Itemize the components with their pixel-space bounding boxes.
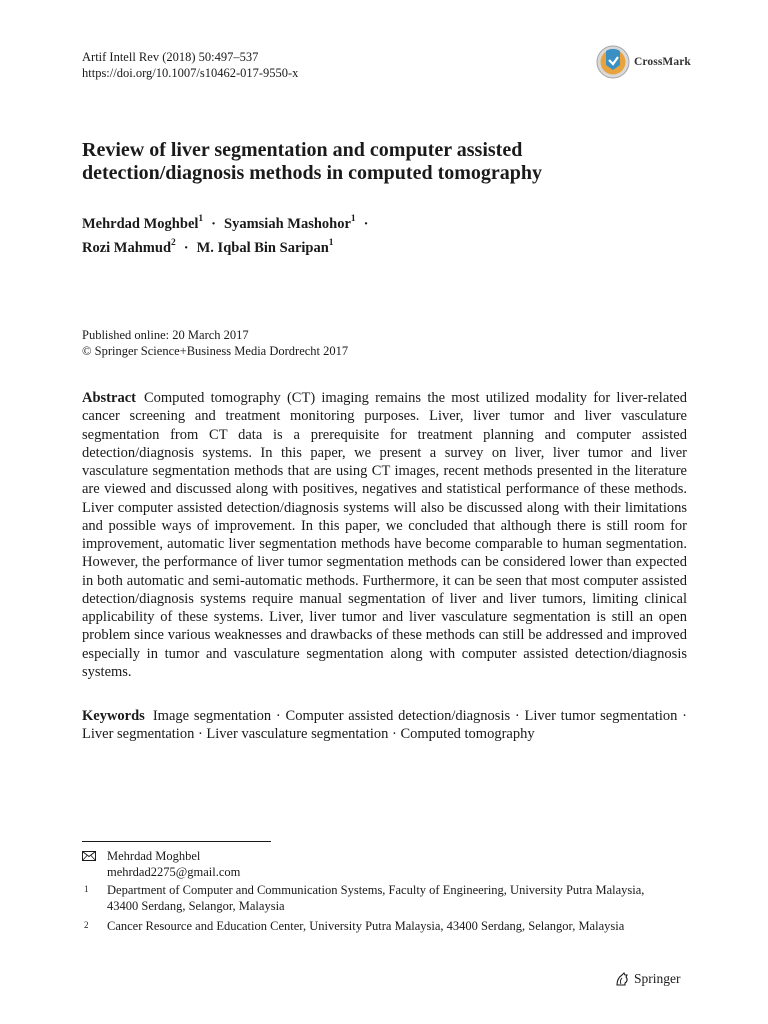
author-affiliation-mark: 1 — [198, 214, 204, 224]
author-name[interactable]: Mehrdad Moghbel — [82, 215, 199, 232]
journal-citation — [82, 49, 298, 81]
abstract — [82, 389, 687, 681]
author-separator: · — [183, 239, 189, 256]
contact-name: Mehrdad Moghbel — [107, 849, 201, 863]
author-separator: · — [211, 215, 216, 232]
crossmark-icon — [596, 45, 630, 79]
crossmark-badge[interactable] — [596, 44, 706, 80]
author-separator: · — [363, 215, 369, 232]
author-affiliation-mark: 1 — [350, 214, 356, 224]
footnote-2-mark: 2 — [84, 920, 89, 930]
author-name[interactable]: Syamsiah Mashohor — [224, 215, 351, 232]
abstract-label: Abstract — [82, 390, 136, 406]
copyright-notice: © Springer Science+Business Media Dordrecht 2017 — [82, 344, 349, 358]
doi-link[interactable]: https://doi.org/10.1007/s10462-017-9550-x — [82, 66, 299, 80]
keywords — [82, 707, 687, 744]
footnote-1-affiliation: Department of Computer and Communication Systems, Faculty of Engineering, University Putra Malaysia, 43400 Serdang, Selangor, Malaysia — [107, 883, 645, 913]
author-affiliation-mark: 1 — [328, 237, 334, 248]
author-name[interactable]: Rozi Mahmud — [82, 239, 172, 256]
envelope-icon — [82, 851, 96, 861]
publisher-logo — [614, 971, 681, 987]
springer-horse-icon — [614, 971, 630, 987]
footnote-divider — [82, 841, 271, 842]
paper-title — [82, 139, 682, 185]
author-line-1 — [82, 210, 682, 234]
title-line-2: detection/diagnosis methods in computed tomography — [82, 162, 543, 184]
citation-journal-line: Artif Intell Rev (2018) 50:497–537 — [82, 50, 259, 64]
author-list — [82, 210, 682, 258]
author-line-2 — [82, 234, 682, 258]
corresponding-author — [107, 849, 240, 880]
keywords-label: Keywords — [82, 708, 145, 724]
author-name[interactable]: M. Iqbal Bin Saripan — [196, 239, 329, 256]
keywords-text: Image segmentation · Computer assisted detection/diagnosis · Liver tumor segmentation · Liver segmentation · Liver vasculature segmentation · Computed tomography — [82, 708, 687, 743]
publication-info — [82, 327, 348, 359]
abstract-text: Computed tomography (CT) imaging remains the most utilized modality for liver-related cancer screening and treatment monitoring purposes. Liver, liver tumor and liver vasculature segmentation from CT data is a prerequisite for treatment planning and computer assisted detection/diagnosis systems. In this paper, we present a survey on liver, liver tumor and liver vasculature segmentation methods that are using CT images, recent methods presented in the literature are viewed and discussed along with positives, negatives and statistical performance of these methods. Liver computer assisted detection/diagnosis systems will also be discussed along with their limitations and possible ways of improvement. In this paper, we concluded that although there is still room for improvement, automatic liver segmentation methods have become comparable to human segmentation. However, the performance of liver tumor segmentation methods can be considered lower than expected in both automatic and semi-automatic methods. Furthermore, it can be seen that most computer assisted detection/diagnosis systems require manual segmentation of liver and liver tumors, limiting clinical applicability of these systems. Liver, liver tumor and liver vasculature segmentation is still an open problem since various weaknesses and drawbacks of these methods can still be addressed and improved especially in tumor and vasculature segmentation along with computer assisted detection/diagnosis systems. — [82, 390, 687, 680]
contact-email[interactable]: mehrdad2275@gmail.com — [107, 864, 241, 879]
footnote-1-mark: 1 — [84, 884, 89, 894]
publisher-name: Springer — [634, 971, 681, 986]
crossmark-label: CrossMark — [634, 56, 691, 68]
title-line-1: Review of liver segmentation and computer assisted — [82, 139, 523, 161]
footnote-2-affiliation: Cancer Resource and Education Center, University Putra Malaysia, 43400 Serdang, Selangor, Malaysia — [107, 919, 625, 933]
published-date: Published online: 20 March 2017 — [82, 328, 249, 342]
author-affiliation-mark: 2 — [171, 237, 176, 248]
